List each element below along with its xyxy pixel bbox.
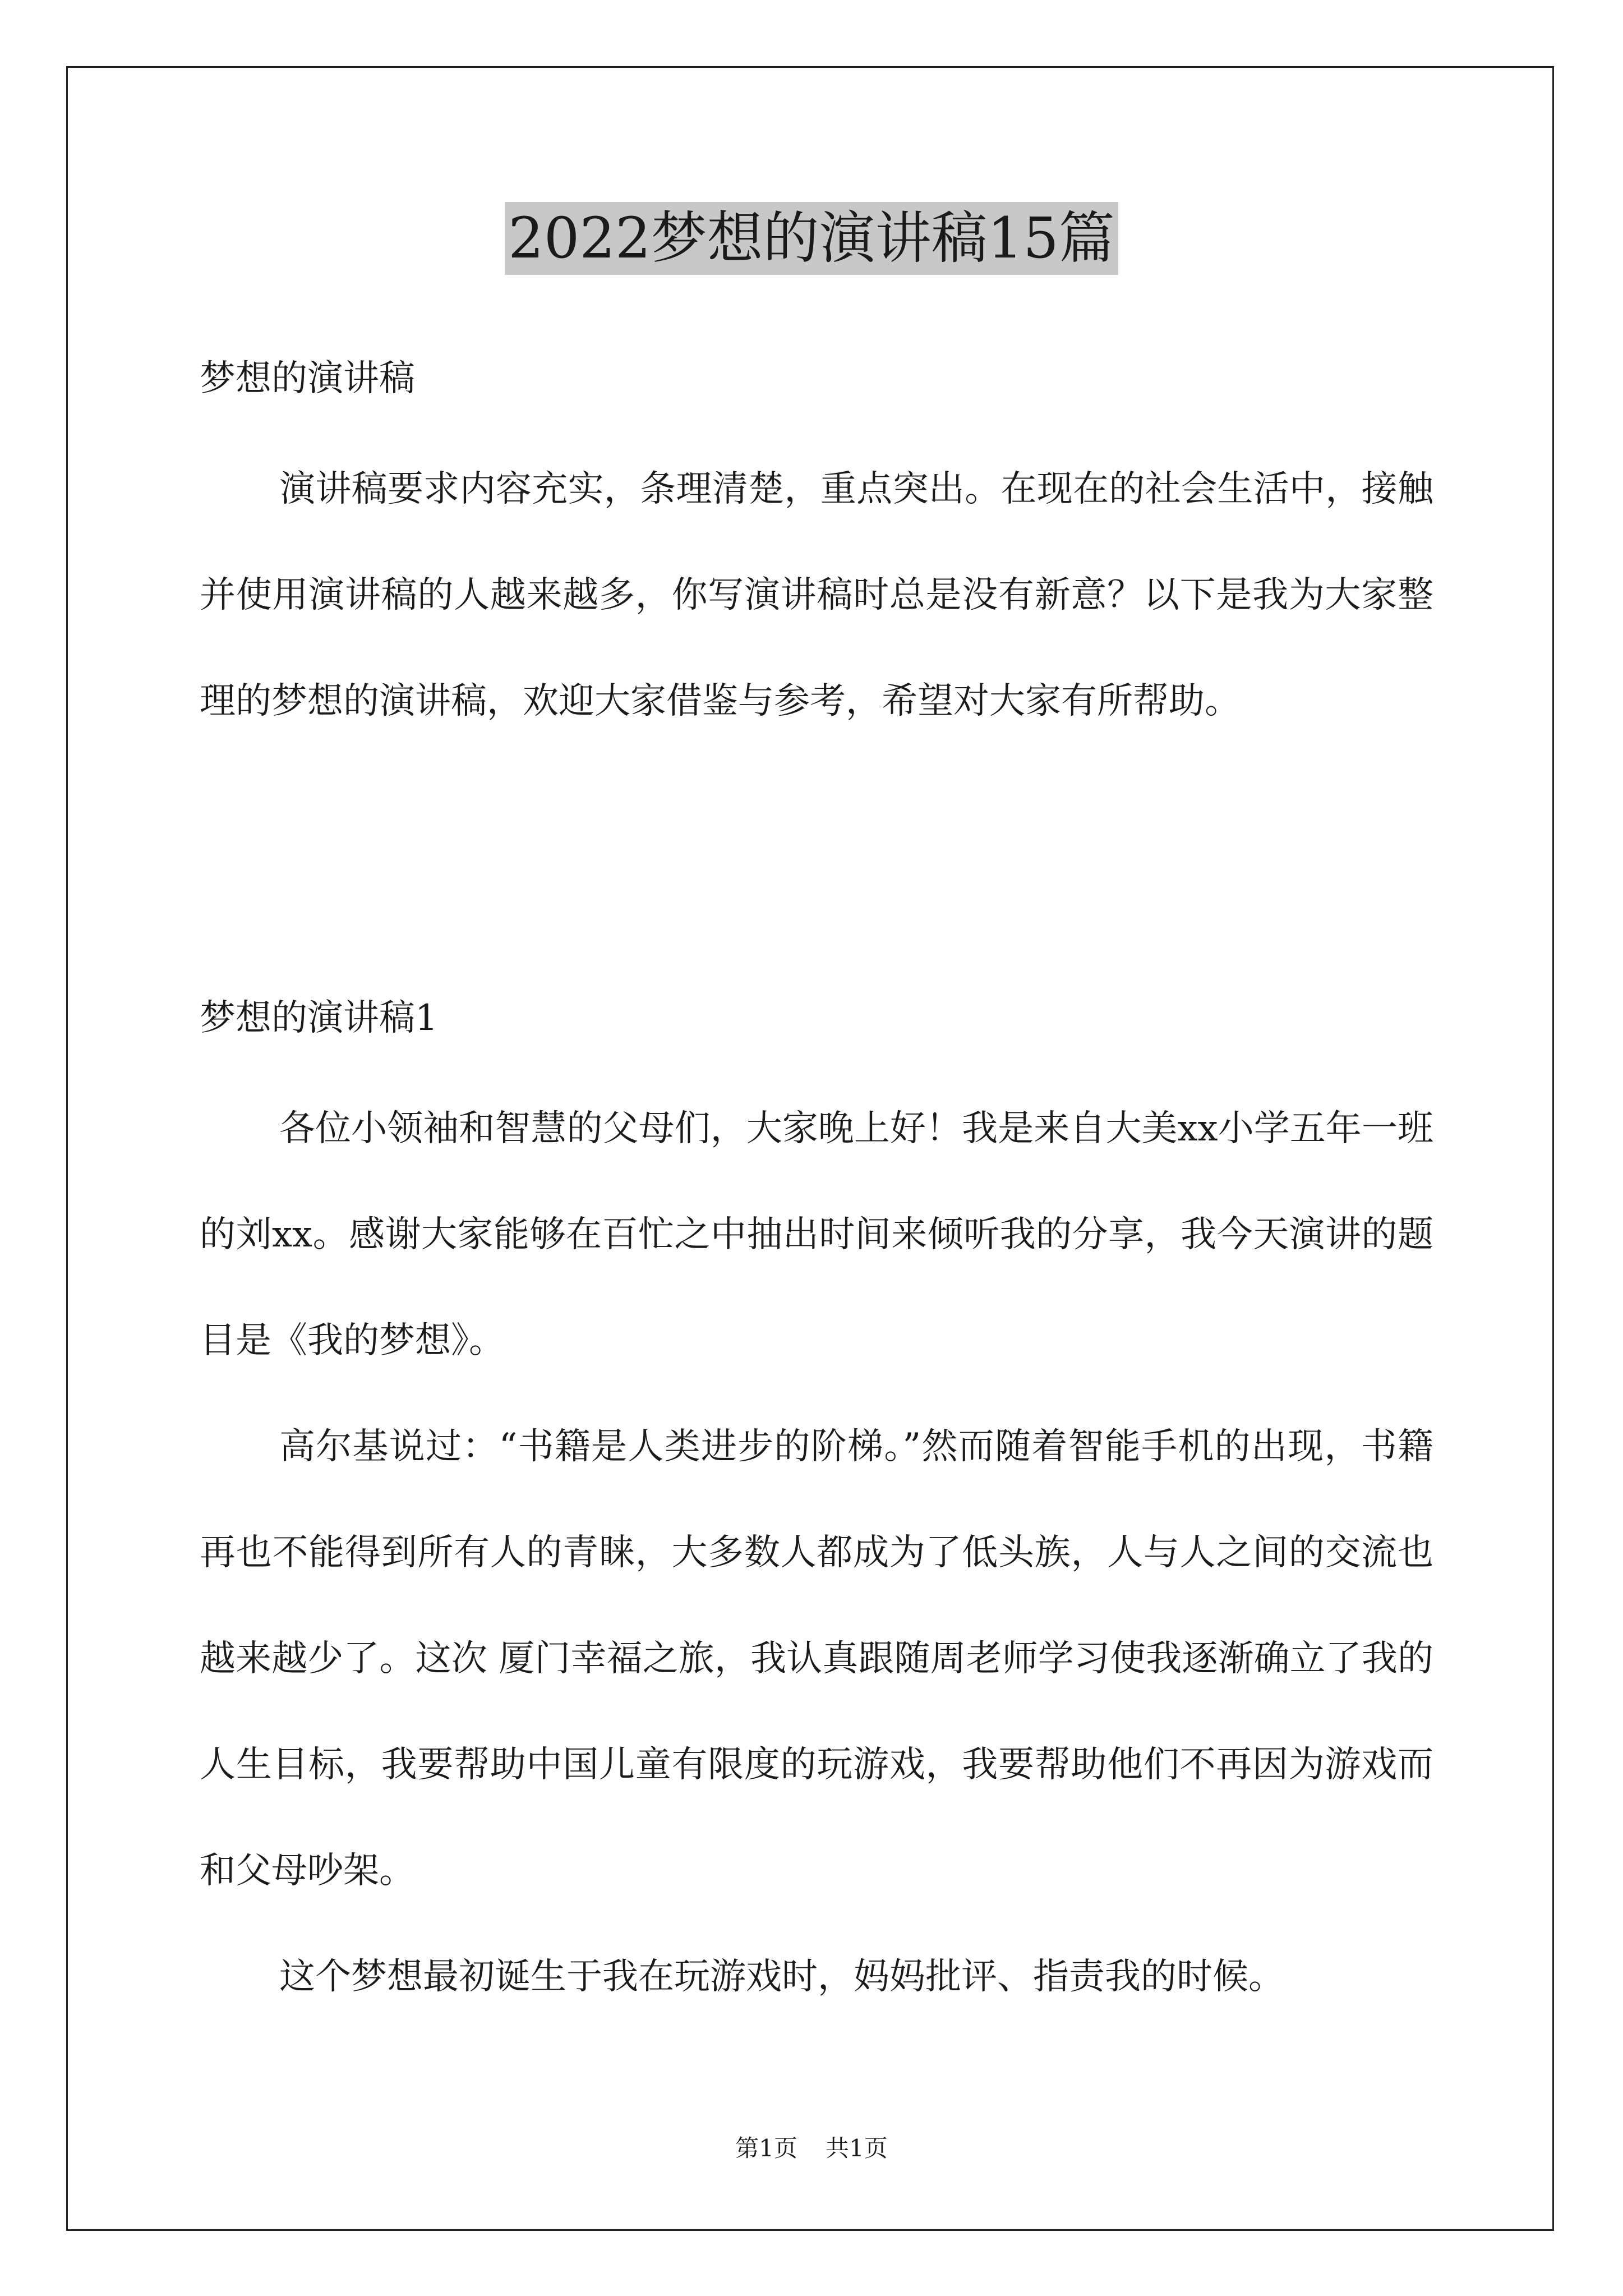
document-title: 2022梦想的演讲稿15篇 <box>505 202 1118 275</box>
intro-heading: 梦想的演讲稿 <box>200 358 415 399</box>
section1-paragraph: 各位小领袖和智慧的父母们，大家晚上好！我是来自大美xx小学五年一班的刘xx。感谢大家能够在百忙之中抽出时间来倾听我的分享，我今天演讲的题目是《我的梦想》。 <box>200 1108 1433 1361</box>
section1-paragraph: 这个梦想最初诞生于我在玩游戏时，妈妈批评、指责我的时候。 <box>279 1956 1284 1998</box>
page-number-total: 共1页 <box>826 2134 888 2162</box>
title-container <box>0 202 1623 275</box>
section1-paragraph: 高尔基说过：“书籍是人类进步的阶梯。”然而随着智能手机的出现，书籍再也不能得到所有人的青睐，大多数人都成为了低头族，人与人之间的交流也越来越少了。这次 厦门幸福之旅，我认真跟随周老师学习使我逐渐确立了我的人生目标，我要帮助中国儿童有限度的玩游戏，我要帮助他们不再因为游戏而和父母吵架。 <box>200 1426 1433 1892</box>
section1-heading: 梦想的演讲稿1 <box>200 997 438 1039</box>
page-number-current: 第1页 <box>735 2134 797 2162</box>
intro-paragraph: 演讲稿要求内容充实，条理清楚，重点突出。在现在的社会生活中，接触并使用演讲稿的人越来越多，你写演讲稿时总是没有新意？以下是我为大家整理的梦想的演讲稿，欢迎大家借鉴与参考，希望对大家有所帮助。 <box>200 468 1433 722</box>
page-footer <box>0 2132 1623 2165</box>
